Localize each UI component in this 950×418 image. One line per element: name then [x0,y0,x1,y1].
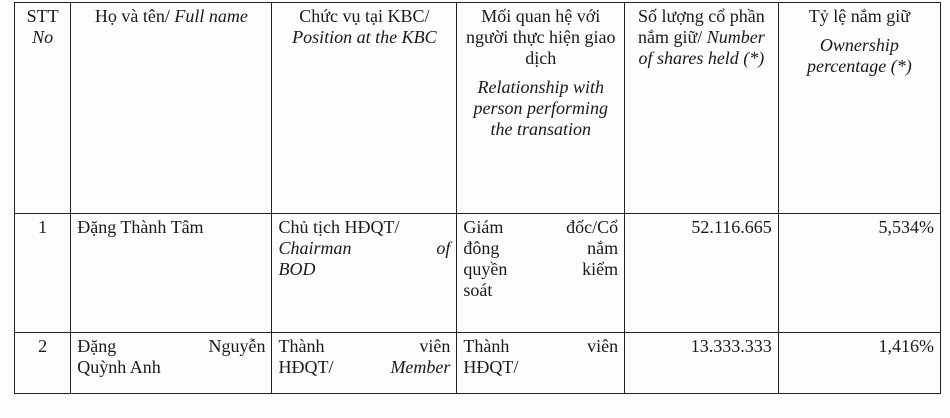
row-shares: 13.333.333 [625,333,779,394]
header-position: Chức vụ tại KBC/ Position at the KBC [272,3,457,214]
header-shares: Số lượng cổ phần nắm giữ/ Number of shares held (*) [625,3,779,214]
row-position: Chủ tịch HĐQT/ Chairman of BOD [272,214,457,333]
row-stt: 1 [15,214,71,333]
row-percentage: 5,534% [778,214,940,333]
header-percentage: Tỷ lệ nắm giữ Ownership percentage (*) [778,3,940,214]
row-percentage: 1,416% [778,333,940,394]
row-stt: 2 [15,333,71,394]
header-relationship: Mối quan hệ với người thực hiện giao dịch Relationship with person performing the transation [457,3,625,214]
table-row [15,333,941,394]
row-relationship: Thành viên HĐQT/ [457,333,625,394]
table-row [15,214,941,333]
row-shares: 52.116.665 [625,214,779,333]
table-header-row [15,3,941,214]
row-name: Đặng Thành Tâm [71,214,272,333]
header-stt: STT No [15,3,71,214]
row-name: Đặng Nguyễn Quỳnh Anh [71,333,272,394]
row-relationship: Giám đốc/Cổ đông nắm quyền kiểm soát [457,214,625,333]
row-position: Thành viên HĐQT/ Member [272,333,457,394]
shareholding-table [14,2,941,394]
header-full-name: Họ và tên/ Full name [71,3,272,214]
